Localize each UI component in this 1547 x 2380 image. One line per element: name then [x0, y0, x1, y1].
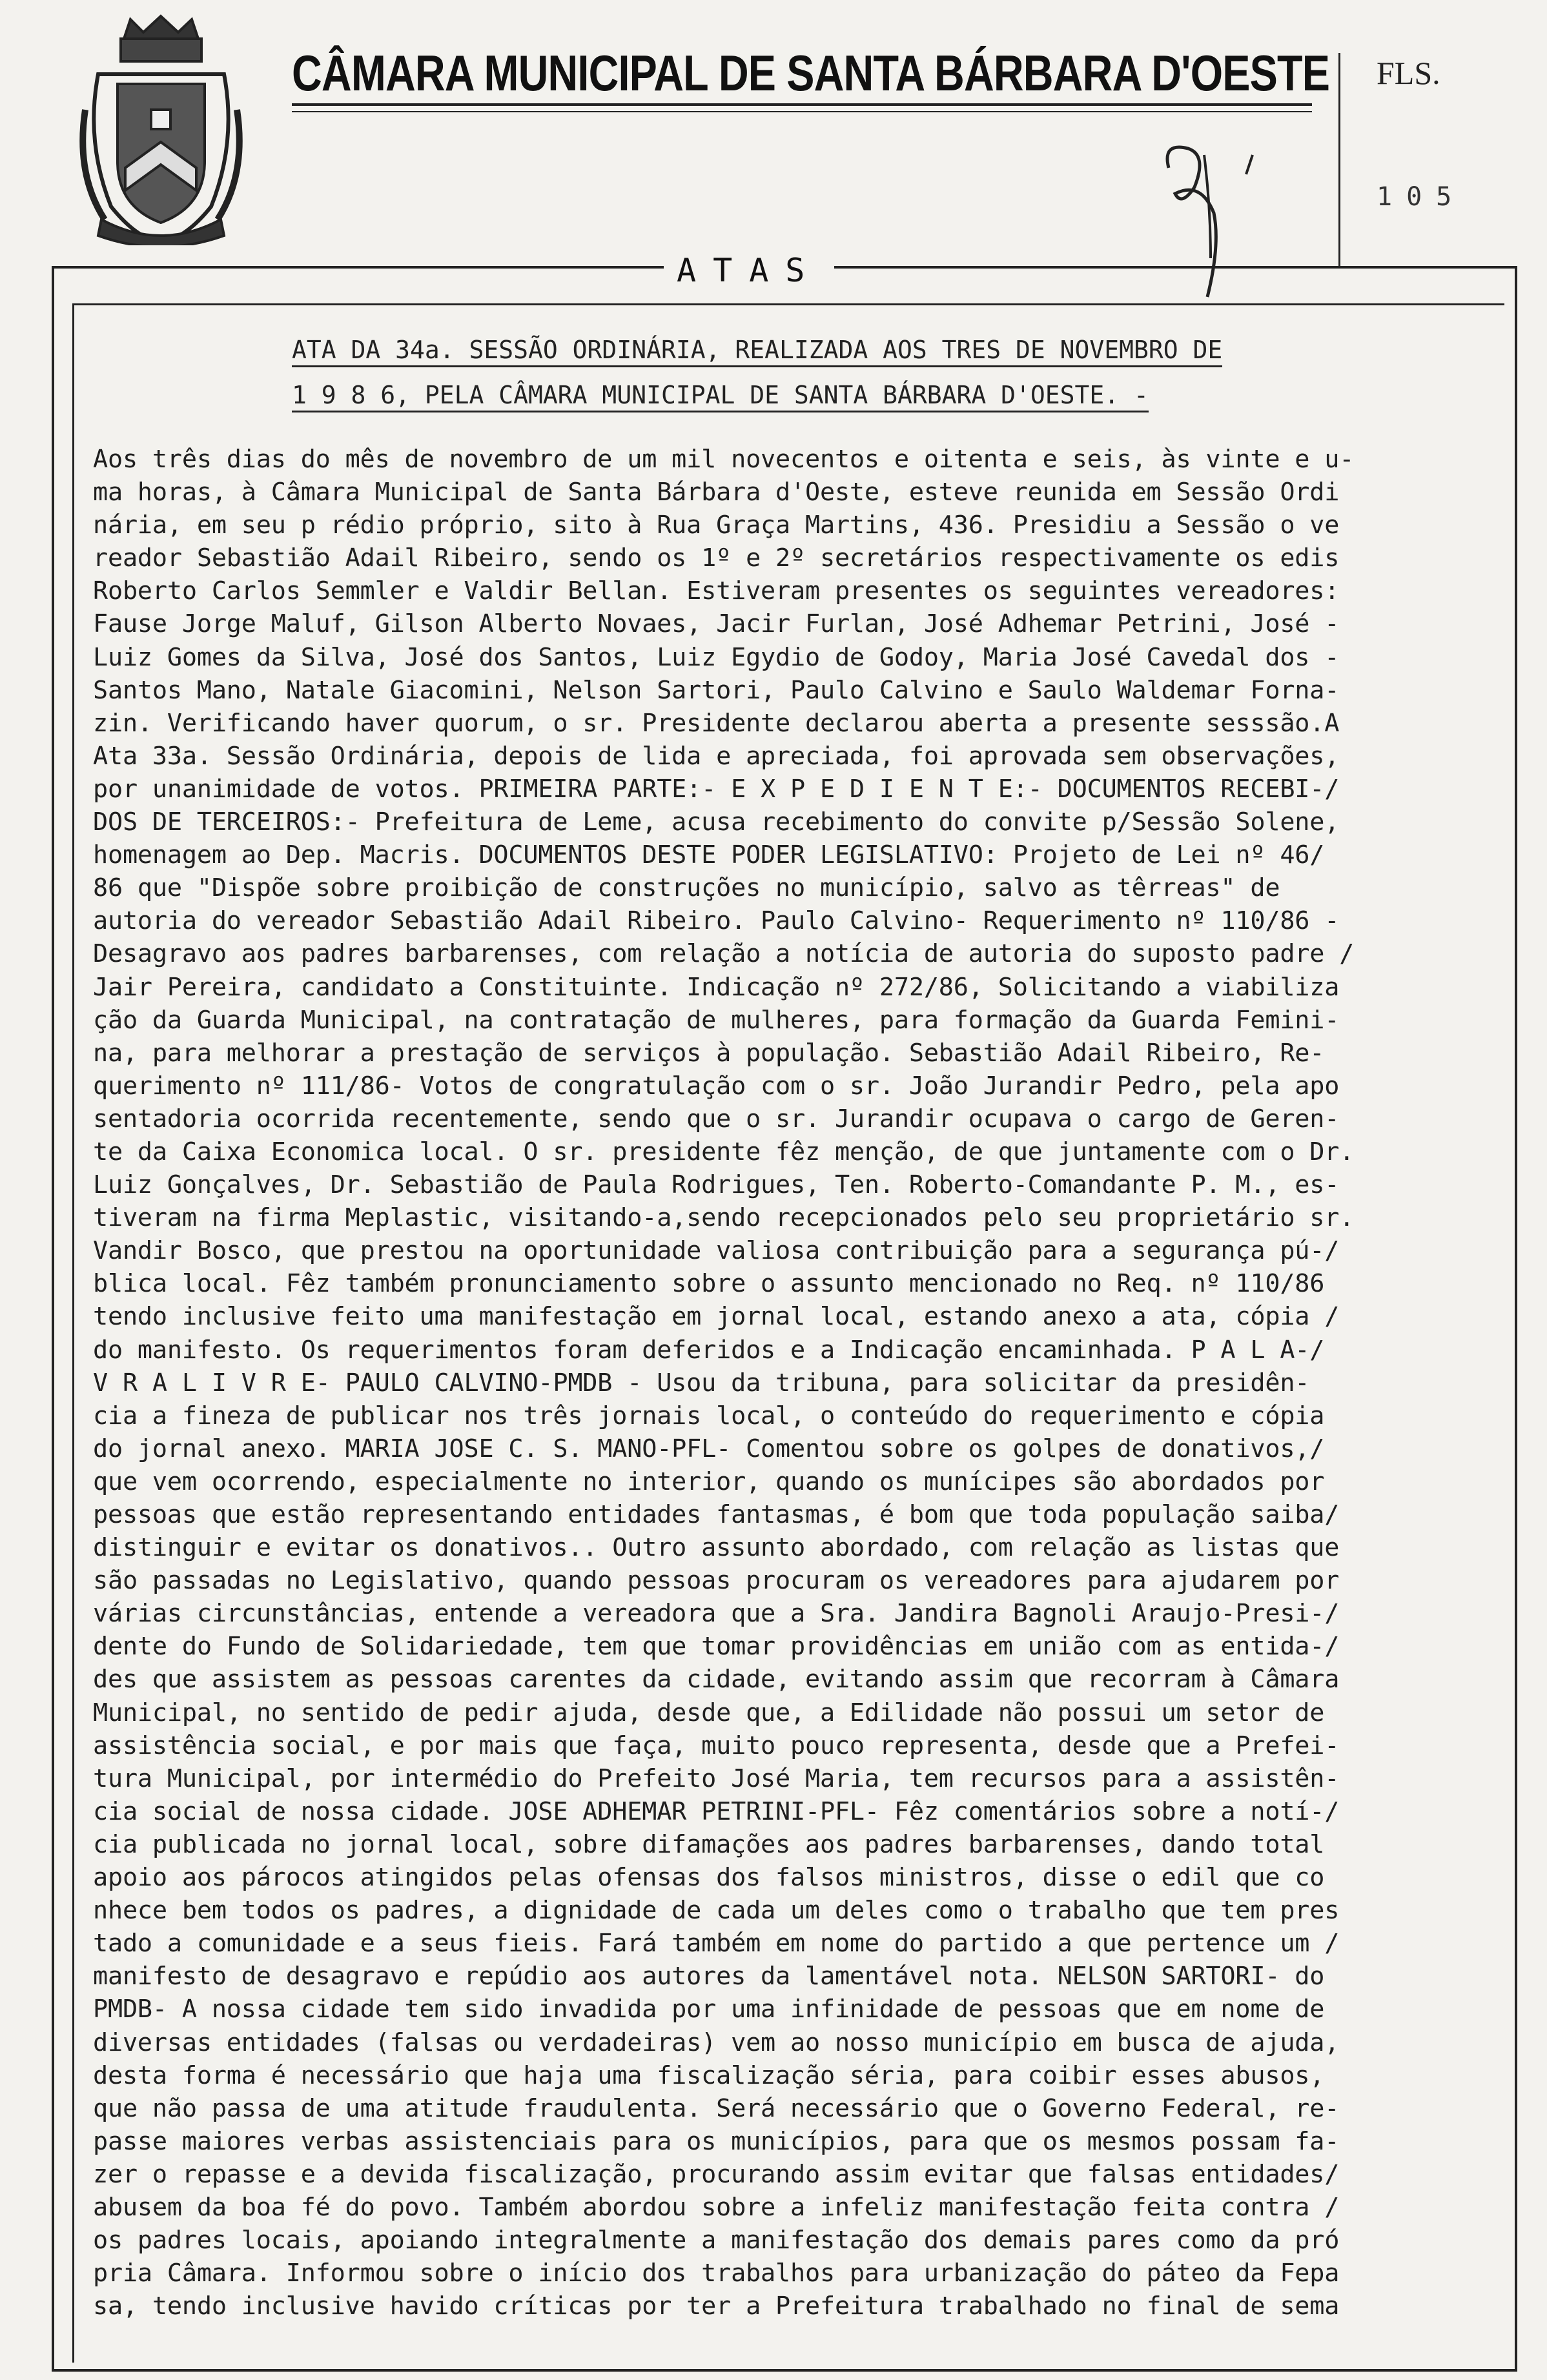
text-line: que vem ocorrendo, especialmente no interior, quando os munícipes são abordados por: [93, 1467, 1325, 1496]
text-line: zer o repasse e a devida fiscalização, procurando assim evitar que falsas entidades/: [93, 2159, 1340, 2189]
text-line: PMDB- A nossa cidade tem sido invadida por uma infinidade de pessoas que em nome de: [93, 1995, 1325, 2024]
text-line: tiveram na firma Meplastic, visitando-a,sendo recepcionados pelo seu proprietário sr.: [93, 1203, 1355, 1233]
text-line: apoio aos párocos atingidos pelas ofensas dos falsos ministros, disse o edil que co: [93, 1863, 1325, 1893]
text-line: os padres locais, apoiando integralmente a manifestação dos demais pares como da pró: [93, 2226, 1340, 2255]
text-line: te da Caixa Economica local. O sr. presidente fêz menção, de que juntamente com o Dr.: [93, 1137, 1355, 1166]
text-line: ma horas, à Câmara Municipal de Santa Bárbara d'Oeste, esteve reunida em Sessão Ordi: [93, 478, 1340, 507]
text-line: na, para melhorar a prestação de serviços à população. Sebastião Adail Ribeiro, Re-: [93, 1038, 1325, 1068]
text-line: Fause Jorge Maluf, Gilson Alberto Novaes, Jacir Furlan, José Adhemar Petrini, José -: [93, 609, 1340, 639]
text-line: nária, em seu p rédio próprio, sito à Rua Graça Martins, 436. Presidiu a Sessão o ve: [93, 511, 1340, 540]
text-line: Municipal, no sentido de pedir ajuda, desde que, a Edilidade não possui um setor de: [93, 1698, 1325, 1727]
text-line: assistência social, e por mais que faça, muito pouco representa, desde que a Prefei-: [93, 1731, 1340, 1760]
text-line: Vandir Bosco, que prestou na oportunidade valiosa contribuição para a segurança pú-/: [93, 1236, 1340, 1266]
municipal-crest-icon: [72, 13, 250, 245]
text-line: por unanimidade de votos. PRIMEIRA PARTE:- E X P E D I E N T E:- DOCUMENTOS RECEBI-/: [93, 774, 1340, 804]
text-line: cia social de nossa cidade. JOSE ADHEMAR PETRINI-PFL- Fêz comentários sobre a notí-/: [93, 1796, 1340, 1826]
minutes-body: [93, 443, 1481, 2323]
text-line: diversas entidades (falsas ou verdadeiras) vem ao nosso município em busca de ajuda,: [93, 2028, 1340, 2057]
section-label: ATAS: [664, 252, 834, 289]
text-line: sa, tendo inclusive havido críticas por ter a Prefeitura trabalhado no final de sema: [93, 2292, 1340, 2321]
text-line: autoria do vereador Sebastião Adail Ribeiro. Paulo Calvino- Requerimento nº 110/86 -: [93, 906, 1340, 936]
text-line: são passadas no Legislativo, quando pessoas procuram os vereadores para ajudarem por: [93, 1566, 1340, 1596]
text-line: sentadoria ocorrida recentemente, sendo que o sr. Jurandir ocupava o cargo de Geren-: [93, 1104, 1340, 1134]
text-line: querimento nº 111/86- Votos de congratulação com o sr. João Jurandir Pedro, pela apo: [93, 1071, 1340, 1101]
text-line: distinguir e evitar os donativos.. Outro assunto abordado, com relação as listas que: [93, 1533, 1340, 1563]
text-line: do jornal anexo. MARIA JOSE C. S. MANO-PFL- Comentou sobre os golpes de donativos,/: [93, 1434, 1325, 1463]
page-number: 105: [1377, 182, 1466, 212]
text-line: Desagravo aos padres barbarenses, com relação a notícia de autoria do suposto padre /: [93, 939, 1355, 969]
text-line: cia a fineza de publicar nos três jornais local, o conteúdo do requerimento e cópia: [93, 1401, 1325, 1430]
text-line: abusem da boa fé do povo. Também abordou sobre a infeliz manifestação feita contra /: [93, 2192, 1340, 2222]
text-line: tendo inclusive feito uma manifestação em jornal local, estando anexo a ata, cópia /: [93, 1302, 1340, 1332]
text-line: que não passa de uma atitude fraudulenta. Será necessário que o Governo Federal, re-: [93, 2093, 1340, 2123]
text-line: várias circunstâncias, entende a vereadora que a Sra. Jandira Bagnoli Araujo-Presi-/: [93, 1599, 1340, 1629]
minutes-heading: [292, 331, 1325, 421]
chamber-title: CÂMARA MUNICIPAL DE SANTA BÁRBARA D'OESTE: [292, 45, 1330, 101]
text-line: reador Sebastião Adail Ribeiro, sendo os 1º e 2º secretários respectivamente os edis: [93, 544, 1340, 573]
header-rule: [292, 103, 1312, 106]
text-line: Jair Pereira, candidato a Constituinte. Indicação nº 272/86, Solicitando a viabiliza: [93, 972, 1340, 1002]
text-line: 86 que "Dispõe sobre proibição de construções no município, salvo as têrreas" de: [93, 873, 1280, 903]
text-line: tado a comunidade e a seus fieis. Fará também em nome do partido a que pertence um /: [93, 1929, 1340, 1958]
heading-line: ATA DA 34a. SESSÃO ORDINÁRIA, REALIZADA AOS TRES DE NOVEMBRO DE: [292, 336, 1222, 367]
text-line: Aos três dias do mês de novembro de um mil novecentos e oitenta e seis, às vinte e u-: [93, 445, 1355, 474]
text-line: zin. Verificando haver quorum, o sr. Presidente declarou aberta a presente sesssão.A: [93, 708, 1340, 738]
text-line: Roberto Carlos Semmler e Valdir Bellan. Estiveram presentes os seguintes vereadores:: [93, 576, 1340, 606]
text-line: pria Câmara. Informou sobre o início dos trabalhos para urbanização do páteo da Fepa: [93, 2259, 1340, 2288]
text-line: Santos Mano, Natale Giacomini, Nelson Sartori, Paulo Calvino e Saulo Waldemar Forna-: [93, 675, 1340, 705]
text-line: passe maiores verbas assistenciais para os municípios, para que os mesmos possam fa-: [93, 2126, 1340, 2156]
text-line: dente do Fundo de Solidariedade, tem que tomar providências em união com as entida-/: [93, 1632, 1340, 1662]
text-line: Ata 33a. Sessão Ordinária, depois de lida e apreciada, foi aprovada sem observações,: [93, 741, 1340, 771]
text-line: desta forma é necessário que haja uma fiscalização séria, para coibir esses abusos,: [93, 2060, 1325, 2090]
header-divider: [1338, 53, 1340, 266]
text-line: V R A L I V R E- PAULO CALVINO-PMDB - Usou da tribuna, para solicitar da presidên-: [93, 1368, 1310, 1398]
text-line: Luiz Gomes da Silva, José dos Santos, Luiz Egydio de Godoy, Maria José Cavedal dos -: [93, 642, 1340, 672]
text-line: cia publicada no jornal local, sobre difamações aos padres barbarenses, dando total: [93, 1829, 1325, 1859]
text-line: des que assistem as pessoas carentes da cidade, evitando assim que recorram à Câmara: [93, 1665, 1340, 1694]
text-line: manifesto de desagravo e repúdio aos autores da lamentável nota. NELSON SARTORI- do: [93, 1962, 1325, 1991]
text-line: homenagem ao Dep. Macris. DOCUMENTOS DESTE PODER LEGISLATIVO: Projeto de Lei nº 46/: [93, 840, 1325, 870]
heading-line: 1 9 8 6, PELA CÂMARA MUNICIPAL DE SANTA BÁRBARA D'OESTE. -: [292, 381, 1149, 412]
header-rule-thin: [292, 111, 1312, 112]
text-line: pessoas que estão representando entidades fantasmas, é bom que toda população saiba/: [93, 1500, 1340, 1529]
text-line: ção da Guarda Municipal, na contratação de mulheres, para formação da Guarda Femini-: [93, 1005, 1340, 1035]
text-line: tura Municipal, por intermédio do Prefeito José Maria, tem recursos para a assistên-: [93, 1764, 1340, 1793]
text-line: DOS DE TERCEIROS:- Prefeitura de Leme, acusa recebimento do convite p/Sessão Solene,: [93, 808, 1340, 837]
text-line: Luiz Gonçalves, Dr. Sebastião de Paula Rodrigues, Ten. Roberto-Comandante P. M., es-: [93, 1170, 1340, 1200]
text-line: do manifesto. Os requerimentos foram deferidos e a Indicação encaminhada. P A L A-/: [93, 1335, 1325, 1365]
text-line: nhece bem todos os padres, a dignidade de cada um deles como o trabalho que tem pres: [93, 1896, 1340, 1926]
text-line: blica local. Fêz também pronunciamento sobre o assunto mencionado no Req. nº 110/86: [93, 1269, 1325, 1299]
fls-label: FLS.: [1377, 55, 1440, 91]
